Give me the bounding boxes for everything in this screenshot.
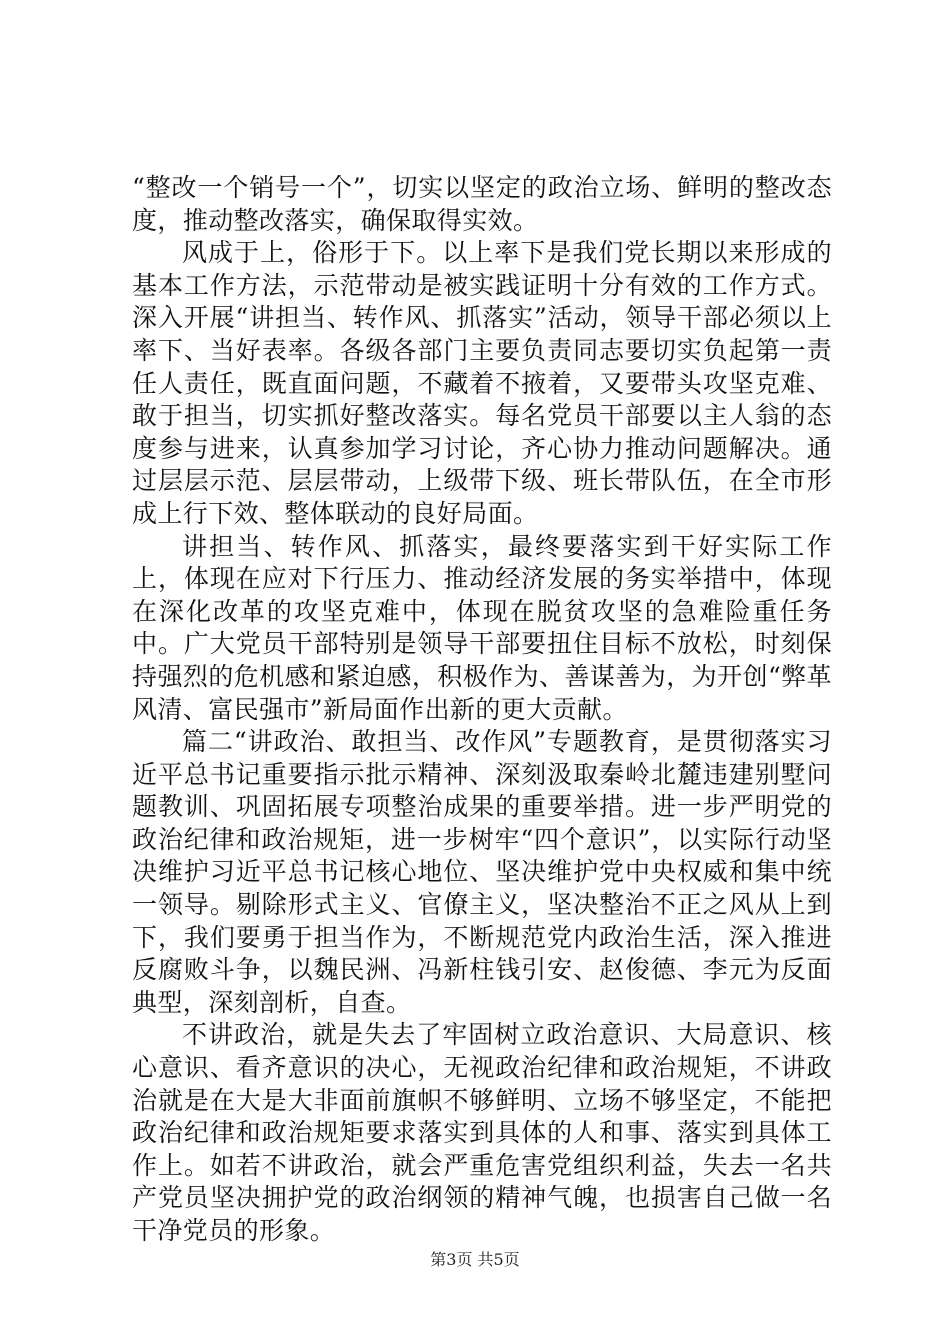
paragraph: 不讲政治，就是失去了牢固树立政治意识、大局意识、核心意识、看齐意识的决心，无视政治纪律和政治规矩，不讲政治就是在大是大非面前旗帜不够鲜明、立场不够坚定，不能把政治纪律和政治规矩要求落实到具体的人和事、落实到具体工作上。如若不讲政治，就会严重危害党组织利益，失去一名共产党员坚决拥护党的政治纲领的精神气魄，也损害自己做一名干净党员的形象。 [132, 1020, 832, 1245]
paragraph: 讲担当、转作风、抓落实，最终要落实到干好实际工作上，体现在应对下行压力、推动经济发展的务实举措中，体现在深化改革的攻坚克难中，体现在脱贫攻坚的急难险重任务中。广大党员干部特别是领导干部要扭住目标不放松，时刻保持强烈的危机感和紧迫感，积极作为、善谋善为，为开创“弊革风清、富民强市”新局面作出新的更大贡献。 [132, 531, 832, 724]
paragraph: “整改一个销号一个”，切实以坚定的政治立场、鲜明的整改态度，推动整改落实，确保取得实效。 [132, 173, 832, 235]
document-body [132, 172, 832, 1248]
page-footer: 第3页 共5页 [430, 1250, 520, 1269]
paragraph: 风成于上，俗形于下。以上率下是我们党长期以来形成的基本工作方法，示范带动是被实践证明十分有效的工作方式。深入开展“讲担当、转作风、抓落实”活动，领导干部必须以上率下、当好表率。各级各部门主要负责同志要切实负起第一责任人责任，既直面问题，不藏着不掖着，又要带头攻坚克难、敢于担当，切实抓好整改落实。每名党员干部要以主人翁的态度参与进来，认真参加学习讨论，齐心协力推动问题解决。通过层层示范、层层带动，上级带下级、班长带队伍，在全市形成上行下效、整体联动的良好局面。 [132, 238, 832, 528]
paragraph: 篇二“讲政治、敢担当、改作风”专题教育，是贯彻落实习近平总书记重要指示批示精神、深刻汲取秦岭北麓违建别墅问题教训、巩固拓展专项整治成果的重要举措。进一步严明党的政治纪律和政治规矩，进一步树牢“四个意识”，以实际行动坚决维护习近平总书记核心地位、坚决维护党中央权威和集中统一领导。剔除形式主义、官僚主义，坚决整治不正之风从上到下，我们要勇于担当作为，不断规范党内政治生活，深入推进反腐败斗争，以魏民洲、冯新柱钱引安、赵俊德、李元为反面典型，深刻剖析，自查。 [132, 727, 832, 1017]
